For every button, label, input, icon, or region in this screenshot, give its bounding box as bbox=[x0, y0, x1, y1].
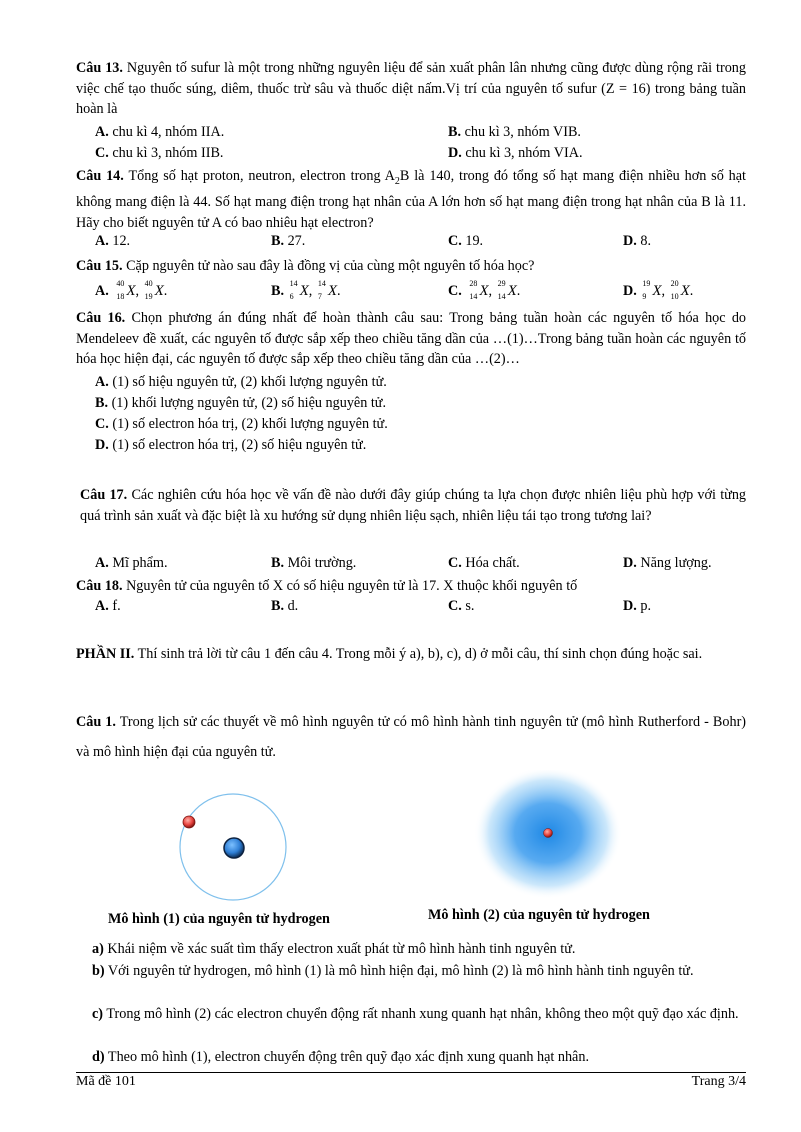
option-label: A. bbox=[95, 283, 109, 299]
question-14 bbox=[76, 166, 746, 234]
mass-number: 20 bbox=[670, 279, 679, 288]
option-label: A. bbox=[95, 555, 109, 571]
option-label: B. bbox=[448, 124, 462, 140]
statement-label: a) bbox=[92, 941, 104, 957]
question-13 bbox=[76, 58, 746, 120]
figure-2-caption: Mô hình (2) của nguyên tử hydrogen bbox=[428, 907, 650, 923]
element-symbol: X bbox=[299, 283, 309, 299]
atomic-number: 6 bbox=[289, 292, 294, 301]
option-label: C. bbox=[95, 416, 109, 432]
part-2-instructions bbox=[76, 644, 746, 666]
question-16-option-b bbox=[95, 393, 386, 414]
option-text: chu kì 3, nhóm IIB. bbox=[112, 145, 224, 161]
question-14-options bbox=[95, 233, 746, 253]
question-text-b: B là 140, trong đó tổng số hạt mang điện nhiều hơn số hạt không mang điện là 44. Số hạt mang điện trong hạt nhân của A lớn hơn số hạt mang điện trong hạt nhân của B là 11. Hãy cho biết nguyên tử A có bao nhiêu hạt electron? bbox=[76, 168, 746, 232]
part-text: Thí sinh trả lời từ câu 1 đến câu 4. Trong mỗi ý a), b), c), d) ở mỗi câu, thí sinh chọn đúng hoặc sai. bbox=[137, 646, 703, 662]
atomic-number: 7 bbox=[317, 292, 322, 301]
question-label: Câu 16. bbox=[76, 310, 126, 326]
question-16 bbox=[76, 308, 746, 370]
option-text: chu kì 3, nhóm VIB. bbox=[464, 124, 581, 140]
atomic-number: 9 bbox=[642, 292, 647, 301]
electron-cloud-figure bbox=[474, 770, 624, 900]
option-label: C. bbox=[448, 598, 462, 614]
option-text: Hóa chất. bbox=[465, 555, 520, 571]
option-label: B. bbox=[271, 598, 285, 614]
option-text: (1) số electron hóa trị, (2) số hiệu nguyên tử. bbox=[112, 437, 367, 453]
option-text: 8. bbox=[640, 233, 651, 249]
statement-a bbox=[76, 938, 746, 961]
footer-divider bbox=[76, 1072, 746, 1073]
question-16-option-a bbox=[95, 372, 387, 393]
statement-text: Trong mô hình (2) các electron chuyển động rất nhanh xung quanh hạt nhân, không theo một quỹ đạo xác định. bbox=[106, 1006, 739, 1022]
statement-text: Khái niệm về xác suất tìm thấy electron xuất phát từ mô hình hành tinh nguyên tử. bbox=[107, 941, 576, 957]
option-text: 19. bbox=[465, 233, 484, 249]
statement-text: Theo mô hình (1), electron chuyển động trên quỹ đạo xác định xung quanh hạt nhân. bbox=[107, 1049, 589, 1065]
option-label: D. bbox=[623, 598, 637, 614]
question-17-options bbox=[95, 555, 746, 575]
option-text: 12. bbox=[112, 233, 131, 249]
option-text: (1) số hiệu nguyên tử, (2) khối lượng nguyên tử. bbox=[112, 374, 387, 390]
atomic-number: 14 bbox=[497, 292, 506, 301]
question-text: Chọn phương án đúng nhất để hoàn thành câu sau: Trong bảng tuần hoàn các nguyên tố hóa học do Mendeleev đề xuất, các nguyên tố được sắp xếp theo chiều tăng dần của …(1)…Trong bảng tuần hoàn các nguyên tố hóa học hiện đại, các nguyên tố được sắp xếp theo chiều tăng dần của …(2)… bbox=[76, 310, 747, 368]
mass-number: 29 bbox=[497, 279, 506, 288]
question-17 bbox=[80, 485, 746, 526]
question-text: Cặp nguyên tử nào sau đây là đồng vị của cùng một nguyên tố hóa học? bbox=[126, 258, 535, 274]
question-13-options-row2 bbox=[95, 145, 746, 165]
part-label: PHẦN II. bbox=[76, 646, 135, 662]
question-16-option-d bbox=[95, 435, 366, 456]
question-label: Câu 14. bbox=[76, 168, 124, 184]
figure-1-caption: Mô hình (1) của nguyên tử hydrogen bbox=[108, 911, 330, 927]
bohr-model-figure bbox=[170, 790, 310, 910]
statement-label: b) bbox=[92, 963, 105, 979]
electron bbox=[183, 816, 195, 828]
option-label: B. bbox=[271, 555, 285, 571]
question-text: Nguyên tử của nguyên tố X có số hiệu nguyên tử là 17. X thuộc khối nguyên tố bbox=[126, 578, 578, 594]
atomic-number: 10 bbox=[670, 292, 679, 301]
atomic-number: 18 bbox=[116, 292, 125, 301]
question-18 bbox=[76, 576, 746, 597]
mass-number: 14 bbox=[289, 279, 298, 288]
option-text: Mĩ phẩm. bbox=[112, 555, 168, 571]
mass-number: 14 bbox=[317, 279, 326, 288]
subscript: 2 bbox=[394, 175, 400, 187]
question-label: Câu 13. bbox=[76, 60, 123, 76]
option-text: (1) khối lượng nguyên tử, (2) số hiệu nguyên tử. bbox=[111, 395, 387, 411]
option-text: chu kì 4, nhóm IIA. bbox=[112, 124, 225, 140]
question-label: Câu 1. bbox=[76, 714, 116, 730]
option-label: C. bbox=[95, 145, 109, 161]
question-18-options bbox=[95, 598, 746, 618]
question-text: Nguyên tố sufur là một trong những nguyên liệu để sản xuất phân lân nhưng cũng được dùng rộng rãi trong việc chế tạo thuốc súng, diêm, thuốc trừ sâu và thuốc diệt nấm.Vị trí của nguyên tố sufur (Z = 16) trong bảng tuần hoàn là bbox=[76, 60, 746, 118]
statement-d bbox=[76, 1047, 746, 1069]
question-13-options-row1 bbox=[95, 124, 746, 144]
part-2-question-1 bbox=[76, 707, 746, 767]
option-text: 27. bbox=[287, 233, 306, 249]
atomic-number: 19 bbox=[144, 292, 153, 301]
question-15-options bbox=[95, 279, 746, 303]
statement-label: c) bbox=[92, 1006, 104, 1022]
option-label: D. bbox=[623, 233, 637, 249]
option-text: Môi trường. bbox=[287, 555, 357, 571]
option-label: C. bbox=[448, 283, 462, 299]
element-symbol: X bbox=[680, 283, 690, 299]
question-16-option-c bbox=[95, 414, 388, 435]
question-label: Câu 15. bbox=[76, 258, 123, 274]
option-label: A. bbox=[95, 374, 109, 390]
option-label: D. bbox=[623, 555, 637, 571]
option-d: D. 19 9 X, 20 10 X. bbox=[623, 279, 694, 301]
statement-label: d) bbox=[92, 1049, 105, 1065]
mass-number: 40 bbox=[144, 279, 153, 288]
option-b: B. 14 6 X, 14 7 X. bbox=[271, 279, 341, 301]
option-label: A. bbox=[95, 233, 109, 249]
option-label: A. bbox=[95, 124, 109, 140]
option-text: (1) số electron hóa trị, (2) khối lượng nguyên tử. bbox=[112, 416, 388, 432]
option-text: Năng lượng. bbox=[640, 555, 712, 571]
option-label: B. bbox=[271, 283, 285, 299]
question-text: Các nghiên cứu hóa học về vấn đề nào dưới đây giúp chúng ta lựa chọn được nhiên liệu phù hợp với từng quá trình sản xuất và đặc biệt là xu hướng sử dụng nhiên liệu sạch, nhiên liệu tái tạo trong tương lai? bbox=[80, 487, 747, 524]
mass-number: 40 bbox=[116, 279, 125, 288]
element-symbol: X bbox=[126, 283, 136, 299]
question-label: Câu 17. bbox=[80, 487, 128, 503]
nucleus bbox=[544, 829, 553, 838]
question-text-a: Tổng số hạt proton, neutron, electron trong A bbox=[128, 168, 395, 184]
mass-number: 28 bbox=[469, 279, 478, 288]
option-text: p. bbox=[640, 598, 651, 614]
option-text: s. bbox=[465, 598, 475, 614]
page-number: Trang 3/4 bbox=[691, 1074, 746, 1089]
option-label: C. bbox=[448, 233, 462, 249]
statement-c bbox=[76, 1004, 746, 1026]
option-text: f. bbox=[112, 598, 121, 614]
option-label: D. bbox=[95, 437, 109, 453]
question-15 bbox=[76, 256, 746, 277]
mass-number: 19 bbox=[642, 279, 651, 288]
statement-b bbox=[76, 961, 746, 983]
option-label: B. bbox=[95, 395, 109, 411]
option-label: D. bbox=[448, 145, 462, 161]
option-text: chu kì 3, nhóm VIA. bbox=[465, 145, 583, 161]
question-label: Câu 18. bbox=[76, 578, 123, 594]
option-label: B. bbox=[271, 233, 285, 249]
element-symbol: X bbox=[327, 283, 337, 299]
option-text: d. bbox=[287, 598, 299, 614]
element-symbol: X bbox=[154, 283, 164, 299]
question-text: Trong lịch sử các thuyết về mô hình nguyên tử có mô hình hành tinh nguyên tử (mô hình Rutherford - Bohr) và mô hình hiện đại của nguyên tử. bbox=[76, 714, 747, 760]
option-label: D. bbox=[623, 283, 637, 299]
option-a: A. 40 18 X, 40 19 X. bbox=[95, 279, 168, 301]
option-c: C. 28 14 X, 29 14 X. bbox=[448, 279, 521, 301]
element-symbol: X bbox=[479, 283, 489, 299]
statement-text: Với nguyên tử hydrogen, mô hình (1) là mô hình hiện đại, mô hình (2) là mô hình hành tinh nguyên tử. bbox=[107, 963, 694, 979]
nucleus bbox=[224, 838, 244, 858]
element-symbol: X bbox=[507, 283, 517, 299]
element-symbol: X bbox=[652, 283, 662, 299]
option-label: C. bbox=[448, 555, 462, 571]
atomic-number: 14 bbox=[469, 292, 478, 301]
option-label: A. bbox=[95, 598, 109, 614]
exam-code: Mã đề 101 bbox=[76, 1074, 136, 1089]
